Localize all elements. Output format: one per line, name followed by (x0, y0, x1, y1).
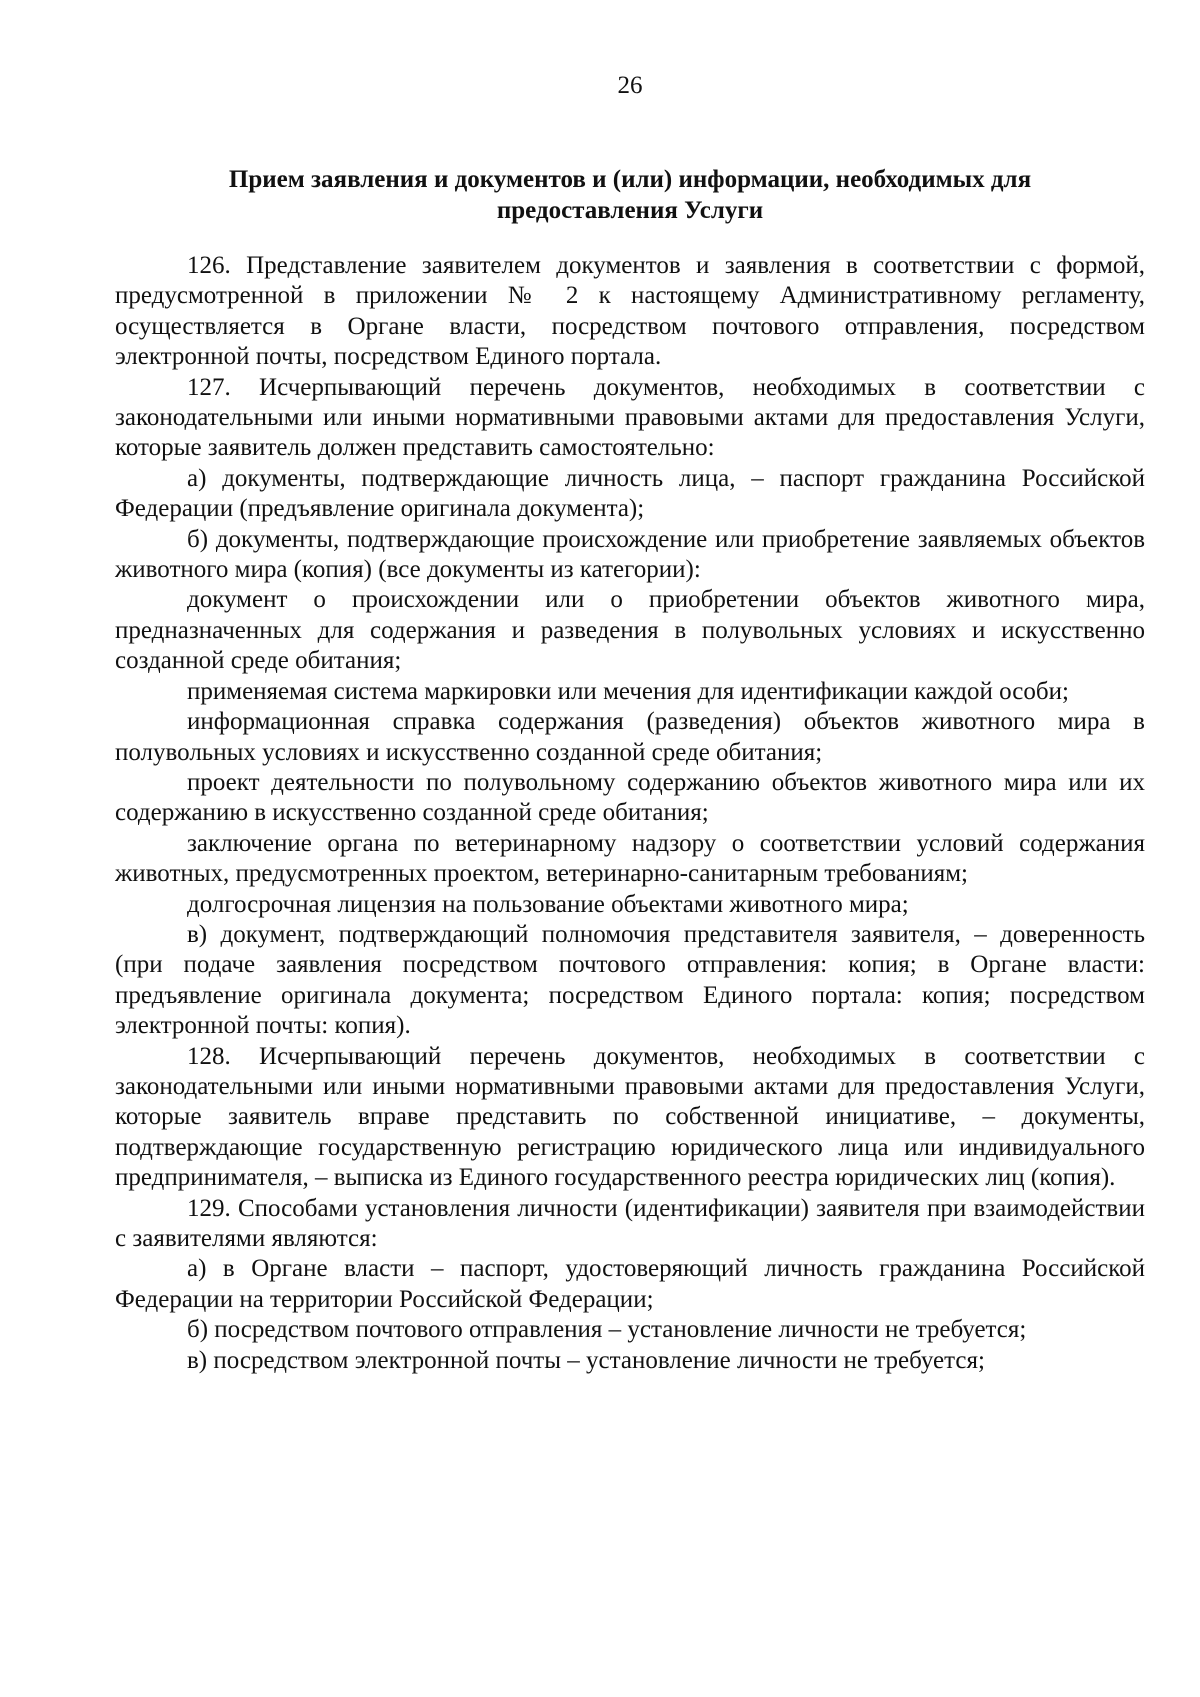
paragraph-127-b-info-certificate: информационная справка содержания (разведения) объектов животного мира в полувольных условиях и искусственно созданной среде обитания; (115, 708, 1145, 766)
paragraph-129-item-v: в) посредством электронной почты – установление личности не требуется; (187, 1346, 985, 1374)
paragraph-129-item-a: а) в Органе власти – паспорт, удостоверяющий личность гражданина Российской Федерации на территории Российской Федерации; (115, 1255, 1145, 1313)
section-heading (115, 164, 1145, 226)
section-heading-line-2: предоставления Услуги (496, 197, 764, 224)
paragraph-127-b-activity-project: проект деятельности по полувольному содержанию объектов животного мира или их содержанию в искусственно созданной среде обитания; (115, 768, 1145, 827)
page-number: 26 (617, 72, 643, 99)
paragraph-127-item-b: б) документы, подтверждающие происхождение или приобретение заявляемых объектов животного мира (копия) (все документы из категории): (115, 525, 1145, 584)
document-body (115, 251, 1145, 1376)
paragraph-127-b-document-origin: документ о происхождении или о приобретении объектов животного мира, предназначенных для содержания и разведения в полувольных условиях и искусственно созданной среде обитания; (115, 586, 1145, 675)
paragraph-127-item-a: а) документы, подтверждающие личность лица, – паспорт гражданина Российской Федерации (предъявление оригинала документа); (115, 464, 1145, 523)
paragraph-129-item-b: б) посредством почтового отправления – установление личности не требуется; (187, 1316, 1027, 1344)
paragraph-128: 128. Исчерпывающий перечень документов, необходимых в соответствии с законодательными или иными нормативными правовыми актами для предоставления Услуги, которые заявитель вправе представить по собственной инициативе, – документы, подтверждающие государственную регистрацию юридического лица или индивидуального предпринимателя, – выписка из Единого государственного реестра юридических лиц (копия). (115, 1042, 1145, 1192)
paragraph-127-b-marking-system: применяемая система маркировки или мечения для идентификации каждой особи; (187, 677, 1069, 705)
paragraph-127-b-long-term-license: долгосрочная лицензия на пользование объектами животного мира; (187, 890, 909, 918)
paragraph-127: 127. Исчерпывающий перечень документов, необходимых в соответствии с законодательными или иными нормативными правовыми актами для предоставления Услуги, которые заявитель должен представить самостоятельно: (115, 373, 1145, 462)
paragraph-127-item-v: в) документ, подтверждающий полномочия представителя заявителя, – доверенность (при подаче заявления посредством почтового отправления: копия; в Органе власти: предъявление оригинала документа; посредством Единого портала: копия; посредством электронной почты: копия). (115, 920, 1145, 1040)
paragraph-129: 129. Способами установления личности (идентификации) заявителя при взаимодействии с заявителями являются: (115, 1194, 1145, 1252)
section-heading-line-1: Прием заявления и документов и (или) информации, необходимых для (228, 166, 1032, 193)
document-page (115, 70, 1145, 1376)
paragraph-127-b-veterinary-conclusion: заключение органа по ветеринарному надзору о соответствии условий содержания животных, предусмотренных проектом, ветеринарно-санитарным требованиям; (115, 829, 1145, 888)
paragraph-126: 126. Представление заявителем документов и заявления в соответствии с формой, предусмотренной в приложении № 2 к настоящему Административному регламенту, осуществляется в Органе власти, посредством почтового отправления, посредством электронной почты, посредством Единого портала. (115, 252, 1145, 371)
